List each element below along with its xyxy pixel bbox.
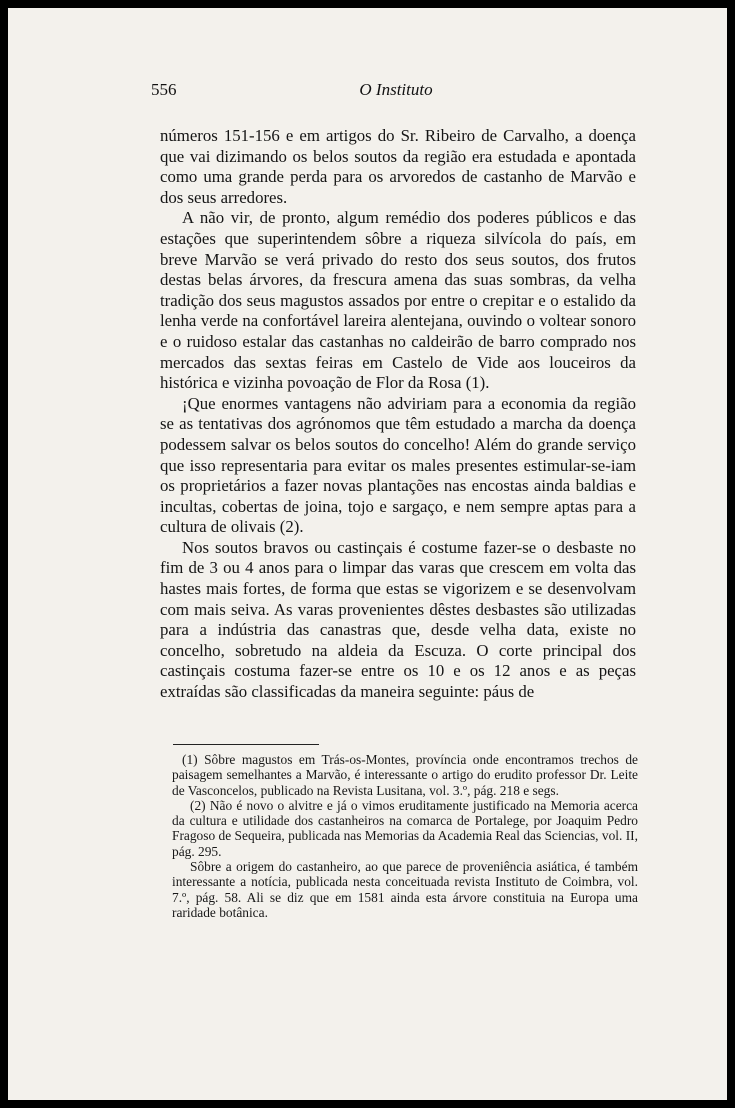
- footnote: Sôbre a origem do castanheiro, ao que parece de proveniência asiática, é também interessante a notícia, publicada nesta conceituada revista Instituto de Coimbra, vol. 7.º, pág. 58. Ali se diz que em 1581 ainda esta árvore constituia na Europa uma raridade botânica.: [172, 859, 638, 920]
- book-page: [8, 8, 727, 1100]
- footnote: (2) Não é novo o alvitre e já o vimos eruditamente justificado na Memoria acerca da cultura e utilidade dos castanheiros na comarca de Portalege, por Joaquim Pedro Fragoso de Sequeira, publicada nas Memorias da Academia Real das Sciencias, vol. II, pág. 295.: [172, 797, 638, 859]
- paragraph: Nos soutos bravos ou castinçais é costume fazer-se o desbaste no fim de 3 ou 4 anos para o limpar das varas que crescem em volta das hastes mais fortes, de forma que estas se vigorizem e se desenvolvam com mais seiva. As varas provenientes dêstes desbastes são utilizadas para a indústria das canastras que, desde velha data, existe no concelho, sobretudo na aldeia da Escuza. O corte principal dos castinçais costuma fazer-se entre os 10 e os 12 anos e as peças extraídas são classificadas da maneira seguinte: páus de: [160, 537, 636, 702]
- paragraph: ¡Que enormes vantagens não adviriam para a economia da região se as tentativas dos agrónomos que têm estudado a marcha da doença podessem salvar os belos soutos do concelho! Além do grande serviço que isso representaria para evitar os males presentes estimular-se-iam os proprietários a fazer novas plantações nas encostas ainda baldias e incultas, cobertas de joina, tojo e sargaço, e nem sempre aptas para a cultura de olivais (2).: [160, 393, 636, 537]
- page-title: O Instituto: [359, 80, 433, 99]
- paragraph: A não vir, de pronto, algum remédio dos poderes públicos e das estações que superintendem sôbre a riqueza silvícola do país, em breve Marvão se verá privado do resto dos seus soutos, dos frutos destas belas árvores, da frescura amena das suas sombras, da velha tradição dos seus magustos assados por entre o crepitar e o estalido da lenha verde na confortável lareira alentejana, ouvindo o voltear sonoro e o ruidoso estalar das castanhas no caldeirão de barro comprado nos mercados das sextas feiras em Castelo de Vide aos louceiros da histórica e vizinha povoação de Flor da Rosa (1).: [160, 208, 636, 393]
- body-text: [160, 126, 636, 703]
- paragraph: números 151-156 e em artigos do Sr. Ribeiro de Carvalho, a doença que vai dizimando os belos soutos da região era estudada e apontada como uma grande perda para os arvoredos de castanho de Marvão e dos seus arredores.: [160, 126, 636, 207]
- footnote: (1) Sôbre magustos em Trás-os-Montes, província onde encontramos trechos de paisagem semelhantes a Marvão, é interessante o artigo do erudito professor Dr. Leite de Vasconcelos, publicado na Revista Lusitana, vol. 3.º, pág. 218 e segs.: [172, 752, 638, 798]
- page-number: 556: [151, 80, 177, 99]
- footnotes: [172, 752, 638, 920]
- footnote-divider: [173, 744, 319, 745]
